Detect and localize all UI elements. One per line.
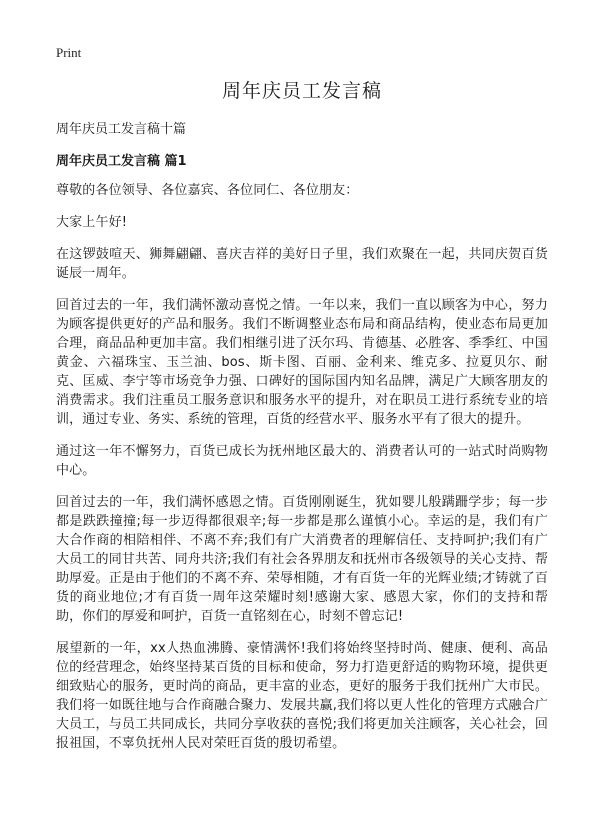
document-page — [56, 76, 548, 766]
paragraph-outlook: 展望新的一年，xx人热血沸腾、豪情满怀!我们将始终坚持时尚、健康、便利、高品位的经营理念，始终坚持某百货的目标和使命，努力打造更舒适的购物环境，提供更细致贴心的服务，更时尚的商品，更丰富的业态，更好的服务于我们抚州广大市民。我们将一如既往地与合作商融合聚力、发展共赢,我们将以更人性化的管理方式融合广大员工，与员工共同成长，共同分享收获的喜悦;我们将更加关注顾客，关心社会，回报祖国，不辜负抚州人民对荣旺百货的殷切希望。 — [56, 641, 548, 751]
paragraph-intro: 在这锣鼓喧天、狮舞翩翩、喜庆吉祥的美好日子里，我们欢聚在一起，共同庆贺百货诞辰一周年。 — [56, 247, 548, 281]
document-subtitle: 周年庆员工发言稿十篇 — [56, 122, 187, 137]
print-link[interactable]: Print — [56, 45, 82, 60]
paragraph-growth: 通过这一年不懈努力，百货已成长为抚州地区最大的、消费者认可的一站式时尚购物中心。 — [56, 444, 548, 478]
paragraph-greeting: 尊敬的各位领导、各位嘉宾、各位同仁、各位朋友： — [56, 183, 359, 198]
paragraph-salutation: 大家上午好! — [56, 215, 128, 230]
paragraph-gratitude: 回首过去的一年，我们满怀感恩之情。百货刚刚诞生，犹如婴儿般蹒跚学步；每一步都是跌跌撞撞;每一步迈得都很艰辛;每一步都是那么谨慎小心。幸运的是，我们有广大合作商的相陪相伴、不离不弃;我们有广大消费者的理解信任、支持呵护;我们有广大员工的同甘共苦、同舟共济;我们有社会各界朋友和抚州市各级领导的关心支持、帮助厚爱。正是由于他们的不离不弃、荣辱相随，才有百货一年的光辉业绩;才铸就了百货的商业地位;才有百货一周年这荣耀时刻!感谢大家、感恩大家，你们的支持和帮助，你们的厚爱和呵护，百货一直铭刻在心，时刻不曾忘记! — [56, 495, 548, 624]
paragraph-review-achievements: 回首过去的一年，我们满怀激动喜悦之情。一年以来，我们一直以顾客为中心，努力为顾客提供更好的产品和服务。我们不断调整业态布局和商品结构，使业态布局更加合理，商品品种更加丰富。我们相继引进了沃尔玛、肯德基、必胜客、季季红、中国黄金、六福珠宝、玉兰油、bos、斯卡图、百丽、金利来、维克多、拉夏贝尔、耐克、匡威、李宁等市场竞争力强、口碑好的国际国内知名品牌，满足广大顾客朋友的消费需求。我们注重员工服务意识和服务水平的提升，对在职员工进行系统专业的培训，通过专业、务实、系统的管理，百货的经营水平、服务水平有了很大的提升。 — [56, 298, 548, 427]
section-heading: 周年庆员工发言稿 篇1 — [56, 154, 187, 169]
document-title: 周年庆员工发言稿 — [221, 80, 382, 102]
